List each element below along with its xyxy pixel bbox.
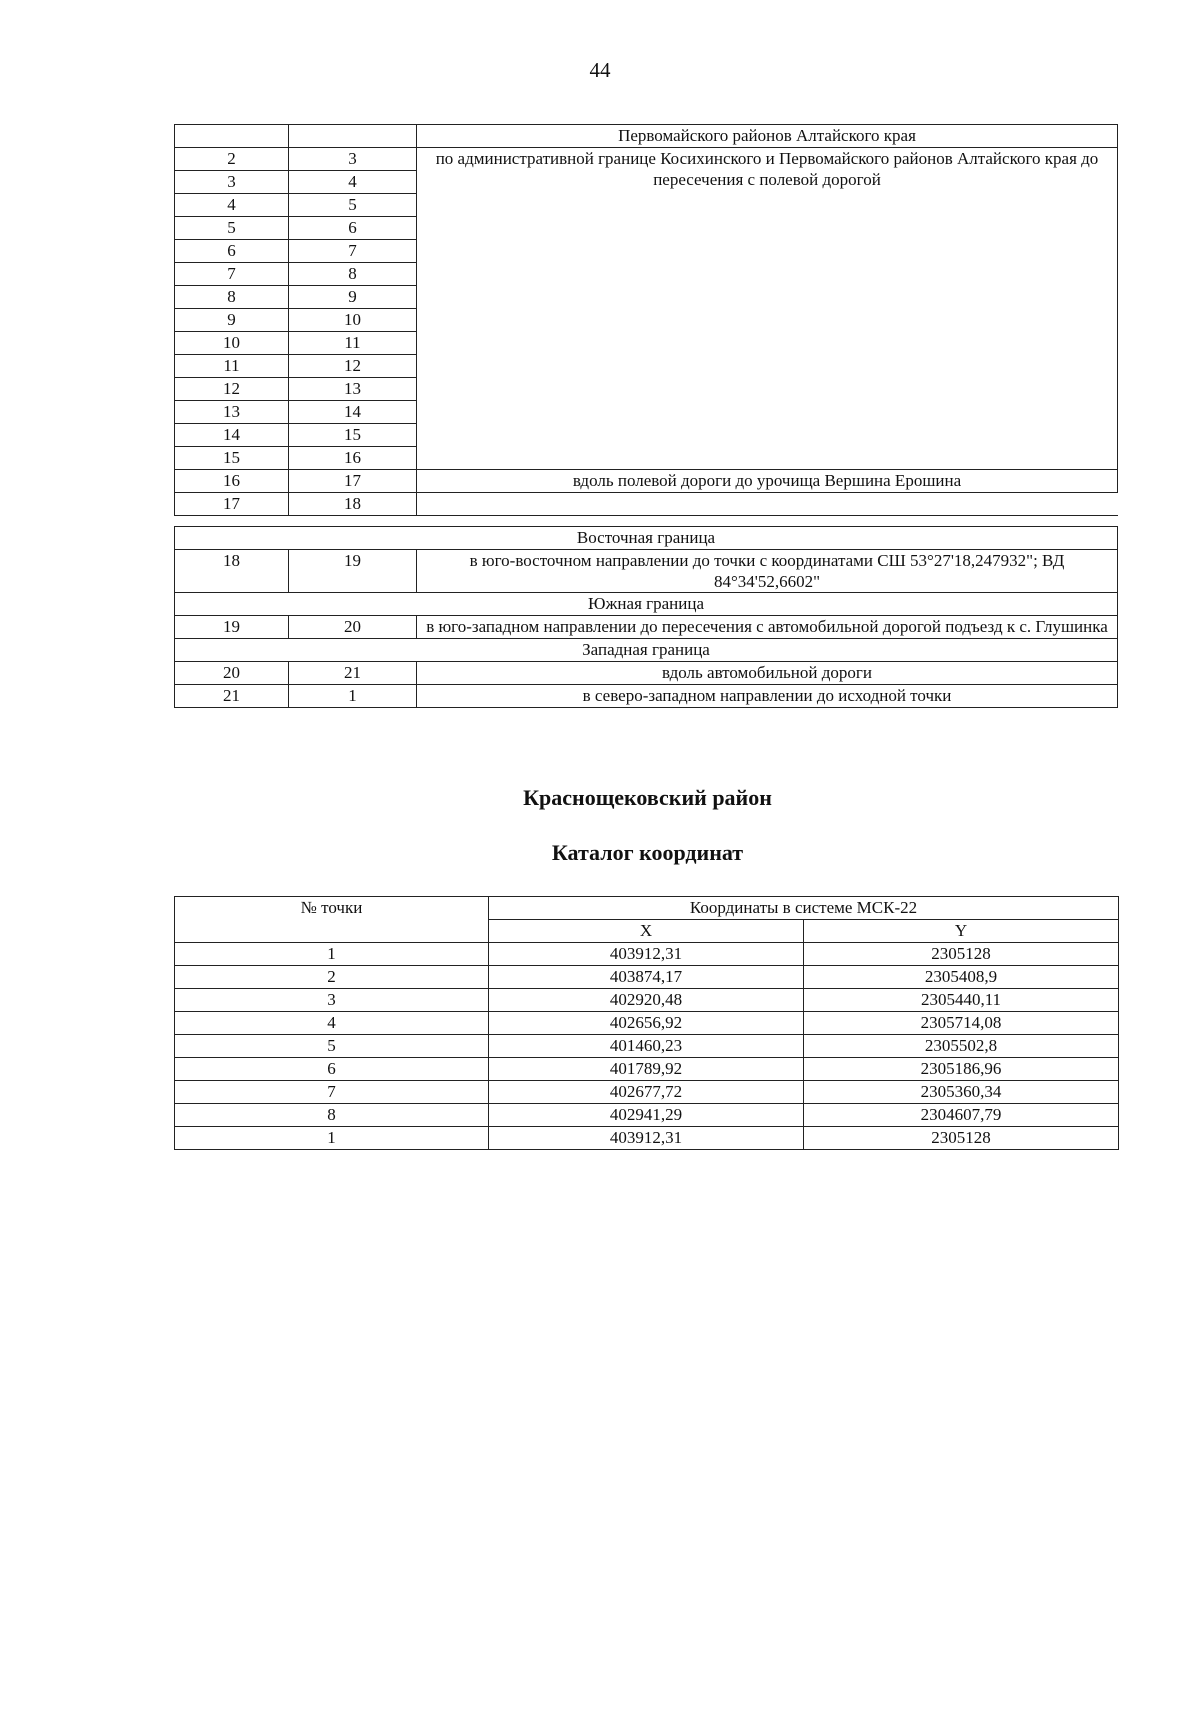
empty-cell <box>417 493 1118 516</box>
from-point: 10 <box>175 332 289 355</box>
table-row <box>175 1104 1119 1127</box>
table-row <box>175 966 1119 989</box>
to-point: 19 <box>289 550 417 593</box>
east-border-title: Восточная граница <box>175 527 1118 550</box>
y-coordinate: 2305128 <box>804 1127 1119 1150</box>
table-row <box>175 470 1118 493</box>
south-border-title: Южная граница <box>175 593 1118 616</box>
border-description: в юго-западном направлении до пересечения с автомобильной дорогой подъезд к с. Глушинка <box>417 616 1118 639</box>
to-point <box>289 125 417 148</box>
table-row <box>175 148 1118 171</box>
table-row <box>175 1035 1119 1058</box>
x-coordinate: 402656,92 <box>489 1012 804 1035</box>
x-coordinate: 403912,31 <box>489 1127 804 1150</box>
table-row <box>175 989 1119 1012</box>
table-row <box>175 1058 1119 1081</box>
to-point: 4 <box>289 171 417 194</box>
from-point: 14 <box>175 424 289 447</box>
to-point: 12 <box>289 355 417 378</box>
from-point: 11 <box>175 355 289 378</box>
border-description: вдоль автомобильной дороги <box>417 662 1118 685</box>
table-row <box>175 1081 1119 1104</box>
table-row <box>175 616 1118 639</box>
y-coordinate: 2305360,34 <box>804 1081 1119 1104</box>
table-row <box>175 1012 1119 1035</box>
table-row <box>175 550 1118 593</box>
section-header <box>175 527 1118 550</box>
to-point: 5 <box>289 194 417 217</box>
table-row <box>175 943 1119 966</box>
from-point: 5 <box>175 217 289 240</box>
table-row <box>175 662 1118 685</box>
table-row <box>175 1127 1119 1150</box>
border-description: по административной границе Косихинского и Первомайского районов Алтайского края до пересечения с полевой дорогой <box>417 148 1118 470</box>
to-point: 8 <box>289 263 417 286</box>
from-point: 12 <box>175 378 289 401</box>
y-coordinate: 2305714,08 <box>804 1012 1119 1035</box>
x-coordinate: 401460,23 <box>489 1035 804 1058</box>
to-point: 16 <box>289 447 417 470</box>
section-header <box>175 639 1118 662</box>
page-number: 44 <box>589 58 611 82</box>
from-point: 16 <box>175 470 289 493</box>
from-point: 9 <box>175 309 289 332</box>
point-number: 3 <box>175 989 489 1012</box>
to-point: 13 <box>289 378 417 401</box>
x-header: X <box>489 920 804 943</box>
coordinate-system-header: Координаты в системе МСК-22 <box>489 897 1119 920</box>
point-number: 1 <box>175 943 489 966</box>
border-description: Первомайского районов Алтайского края <box>417 125 1118 148</box>
to-point: 20 <box>289 616 417 639</box>
point-number: 5 <box>175 1035 489 1058</box>
point-number: 7 <box>175 1081 489 1104</box>
border-description-table <box>174 124 1118 708</box>
y-coordinate: 2305186,96 <box>804 1058 1119 1081</box>
district-heading: Краснощековский район <box>523 785 772 810</box>
from-point: 20 <box>175 662 289 685</box>
from-point: 8 <box>175 286 289 309</box>
to-point: 21 <box>289 662 417 685</box>
table-row <box>175 685 1118 708</box>
to-point: 11 <box>289 332 417 355</box>
from-point: 15 <box>175 447 289 470</box>
from-point: 19 <box>175 616 289 639</box>
to-point: 17 <box>289 470 417 493</box>
x-coordinate: 403912,31 <box>489 943 804 966</box>
from-point: 21 <box>175 685 289 708</box>
point-number: 2 <box>175 966 489 989</box>
table-row <box>175 493 1118 516</box>
y-coordinate: 2305440,11 <box>804 989 1119 1012</box>
to-point: 14 <box>289 401 417 424</box>
from-point: 2 <box>175 148 289 171</box>
table-header-row <box>175 897 1119 920</box>
from-point: 6 <box>175 240 289 263</box>
coordinate-catalog-table <box>174 896 1119 1150</box>
to-point: 9 <box>289 286 417 309</box>
catalog-heading: Каталог координат <box>551 840 744 865</box>
border-description: в юго-восточном направлении до точки с координатами СШ 53°27'18,247932"; ВД 84°34'52,6602" <box>417 550 1118 593</box>
to-point: 18 <box>289 493 417 516</box>
to-point: 1 <box>289 685 417 708</box>
to-point: 15 <box>289 424 417 447</box>
point-number: 6 <box>175 1058 489 1081</box>
y-coordinate: 2305128 <box>804 943 1119 966</box>
from-point: 7 <box>175 263 289 286</box>
x-coordinate: 402920,48 <box>489 989 804 1012</box>
point-number-header: № точки <box>175 897 489 943</box>
x-coordinate: 402941,29 <box>489 1104 804 1127</box>
west-border-title: Западная граница <box>175 639 1118 662</box>
from-point <box>175 125 289 148</box>
y-coordinate: 2305502,8 <box>804 1035 1119 1058</box>
to-point: 7 <box>289 240 417 263</box>
to-point: 6 <box>289 217 417 240</box>
point-number: 8 <box>175 1104 489 1127</box>
section-header <box>175 593 1118 616</box>
from-point: 13 <box>175 401 289 424</box>
border-description: в северо-западном направлении до исходной точки <box>417 685 1118 708</box>
table-row <box>175 125 1118 148</box>
from-point: 3 <box>175 171 289 194</box>
x-coordinate: 403874,17 <box>489 966 804 989</box>
x-coordinate: 401789,92 <box>489 1058 804 1081</box>
to-point: 3 <box>289 148 417 171</box>
point-number: 1 <box>175 1127 489 1150</box>
x-coordinate: 402677,72 <box>489 1081 804 1104</box>
point-number: 4 <box>175 1012 489 1035</box>
from-point: 4 <box>175 194 289 217</box>
table-gap <box>175 516 1118 527</box>
from-point: 17 <box>175 493 289 516</box>
border-description: вдоль полевой дороги до урочища Вершина Ерошина <box>417 470 1118 493</box>
from-point: 18 <box>175 550 289 593</box>
y-coordinate: 2304607,79 <box>804 1104 1119 1127</box>
to-point: 10 <box>289 309 417 332</box>
y-header: Y <box>804 920 1119 943</box>
y-coordinate: 2305408,9 <box>804 966 1119 989</box>
